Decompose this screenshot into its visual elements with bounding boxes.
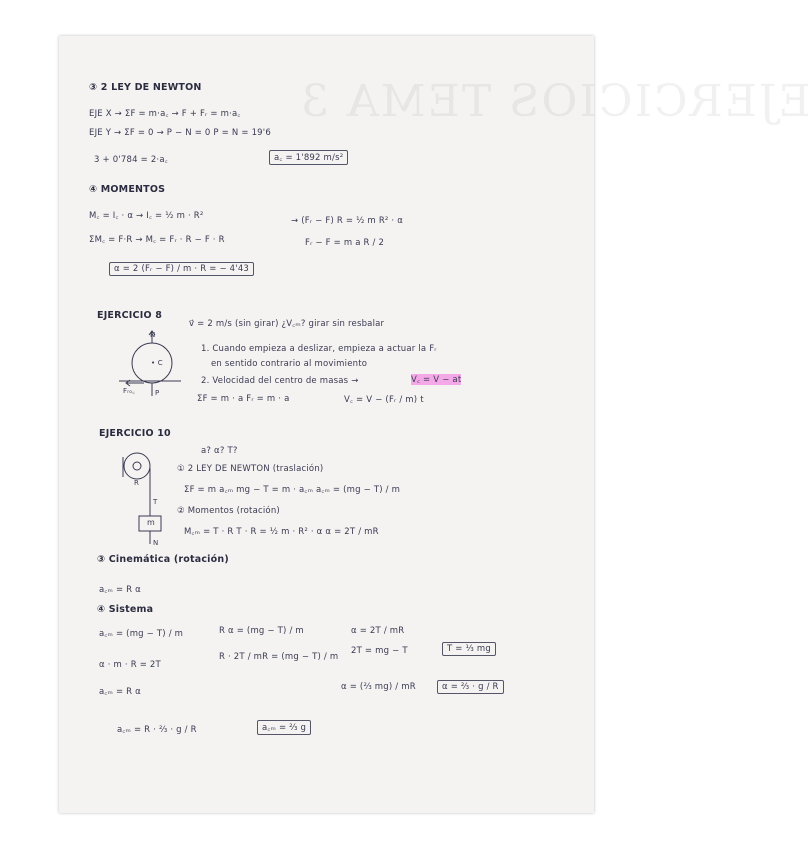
label-weight: P [155, 389, 160, 397]
substitution-1: R α = (mg − T) / m [219, 626, 304, 636]
system-equation-1: a꜀ₘ = (mg − T) / m [99, 629, 184, 639]
exercise8-velocity-formula: V꜀ = V − (Fᵣ / m) t [344, 395, 424, 405]
final-acceleration-derivation: a꜀ₘ = R · ⅔ · g / R [117, 725, 197, 735]
highlighted-formula: V꜀ = V − at [411, 375, 462, 385]
moment-equation-2b: Fᵣ − F = m a R / 2 [305, 238, 385, 248]
alpha-result: α = 2 (Fᵣ − F) / m · R = − 4'43 [109, 262, 254, 276]
exercise10-step3: ③ Cinemática (rotación) [97, 554, 229, 565]
exercise10-question: a? α? T? [201, 446, 238, 456]
label-tension: T [153, 498, 158, 506]
moment-equation-1: M꜀ = I꜀ · α → I꜀ = ½ m · R² [89, 211, 204, 221]
exercise8-line-2: en sentido contrario al movimiento [211, 359, 368, 369]
exercise8-title: EJERCICIO 8 [97, 310, 163, 321]
exercise10-step4: ④ Sistema [97, 604, 154, 615]
pulley-circle [124, 453, 150, 479]
exercise8-line-1: 1. Cuando empieza a deslizar, empieza a actuar la Fᵣ [201, 344, 437, 354]
acceleration-equation: 3 + 0'784 = 2·a꜀ [94, 155, 168, 165]
label-radius: R [134, 479, 140, 487]
exercise8-line-4: ΣF = m · a Fᵣ = m · a [197, 394, 290, 404]
step4-heading: ④ MOMENTOS [89, 184, 166, 195]
exercise10-step1-equations: ΣF = m a꜀ₘ mg − T = m · a꜀ₘ a꜀ₘ = (mg − T) / m [184, 485, 401, 495]
result-tension-boxed: T = ⅓ mg [442, 642, 496, 656]
axis-y-equation: EJE Y → ΣF = 0 → P − N = 0 P = N = 19'6 [89, 128, 271, 138]
exercise8-line-3: 2. Velocidad del centro de masas → [201, 376, 359, 386]
exercise8-given: v⃗ = 2 m/s (sin girar) ¿V꜀ₘ? girar sin resbalar [189, 319, 385, 329]
pulley-axle [133, 462, 141, 470]
label-center: • C [151, 359, 163, 367]
step3-heading: ③ 2 LEY DE NEWTON [89, 82, 202, 93]
system-equation-3: a꜀ₘ = R α [99, 687, 141, 697]
substitution-2: R · 2T / mR = (mg − T) / m [219, 652, 339, 662]
result-alpha-boxed: α = ⅔ · g / R [437, 680, 504, 694]
axis-x-equation: EJE X → ΣF = m·a꜀ → F + Fᵣ = m·a꜀ [89, 109, 241, 119]
system-equation-2: α · m · R = 2T [99, 660, 161, 670]
exercise10-step2: ② Momentos (rotación) [177, 506, 280, 516]
exercise10-step3-equation: a꜀ₘ = R α [99, 585, 141, 595]
result-alpha-substituted: α = (⅔ mg) / mR [341, 682, 416, 692]
exercise10-step2-equations: M꜀ₘ = T · R T · R = ½ m · R² · α α = 2T / mR [184, 527, 379, 537]
notebook-page [59, 36, 811, 813]
exercise10-title: EJERCICIO 10 [99, 428, 171, 439]
bleed-through-title: EJERCICIOS TEMA 3 [299, 76, 811, 127]
moment-equation-2: ΣM꜀ = F·R → M꜀ = Fᵣ · R − F · R [89, 235, 225, 245]
exercise10-step1: ① 2 LEY DE NEWTON (traslación) [177, 464, 324, 474]
result-alpha-expression: α = 2T / mR [351, 626, 405, 636]
label-weight-mass: N [153, 539, 159, 547]
label-normal: N [150, 331, 156, 339]
moment-equation-1b: → (Fᵣ − F) R = ½ m R² · α [291, 216, 404, 226]
final-acceleration-boxed: a꜀ₘ = ⅔ g [257, 720, 311, 735]
label-friction: Fᵣₒ꜀ [123, 387, 135, 395]
result-tension-equation: 2T = mg − T [351, 646, 408, 656]
acceleration-result: a꜀ = 1'892 m/s² [269, 150, 348, 165]
label-mass: m [147, 518, 155, 527]
